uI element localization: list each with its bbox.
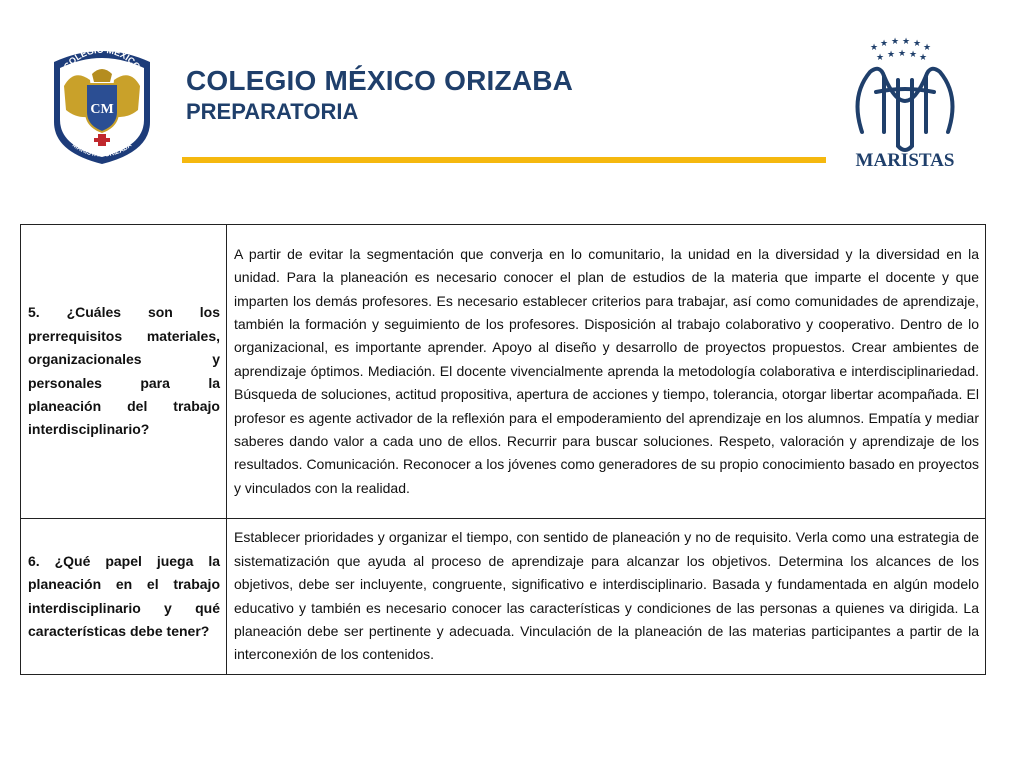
- svg-text:★: ★: [898, 49, 907, 59]
- svg-text:★: ★: [887, 50, 896, 60]
- answer-cell: Establecer prioridades y organizar el tiempo, con sentido de planeación y no de requisito. Verla como una estrategia de sistematización que ayuda al proceso de aprendizaje para alcanzar los objetivos. Determina los alcances de los objetivos, debe ser incluyente, congruente, significativo e interdisciplinario. Basada y fundamentada en algún modelo educativo y también es necesario conocer las características y condiciones de las personas a quienes va dirigida. La planeación debe ser pertinente y adecuada. Vinculación de la planeación de las materias participantes a partir de la interconexión de los contenidos.: [227, 519, 986, 675]
- page-subtitle: PREPARATORIA: [186, 99, 359, 124]
- svg-text:★: ★: [909, 50, 918, 60]
- table-row: [21, 519, 986, 675]
- answer-cell: A partir de evitar la segmentación que converja en lo comunitario, la unidad en la diversidad y la diversidad en la unidad. Para la planeación es necesario conocer el plan de estudios de la materia que imparte el docente y que imparten los demás profesores. Es necesario establecer criterios para trabajar, así como comunidades de aprendizaje, también la formación y seguimiento de los profesores. Disposición al trabajo colaborativo y cooperativo. Dentro de lo organizacional, es importante aprender. Apoyo al diseño y desarrollo de proyectos propuestos. Crear ambientes de aprendizaje óptimos. Mediación. El docente vivencialmente aprenda la metodología colaborativa e interdisciplinariedad. Búsqueda de soluciones, actitud propositiva, apertura de acciones y tiempo, tolerancia, otorgar libertar acompañada. El profesor es agente activador de la reflexión para el empoderamiento del aprendizaje en los alumnos. Empatía y mediar saberes dando valor a cada uno de ellos. Recurrir para buscar soluciones. Respeto, valoración y aprendizaje de los resultados. Comunicación. Reconocer a los jóvenes como generadores de su propio conocimiento basado en proyectos y vinculados con la realidad.: [227, 225, 986, 519]
- question-cell: 6. ¿Qué papel juega la planeación en el trabajo interdisciplinario y qué características debe tener?: [21, 519, 227, 675]
- table-row: [21, 225, 986, 519]
- crest-top-text: COLEGIO MEXICO: [61, 44, 143, 72]
- svg-text:★: ★: [902, 37, 911, 47]
- page-title: COLEGIO MÉXICO ORIZABA: [186, 65, 574, 96]
- qa-table: [20, 224, 986, 675]
- maristas-wordmark: MARISTAS: [855, 150, 955, 171]
- svg-text:★: ★: [913, 39, 922, 49]
- gold-divider: [182, 157, 826, 163]
- svg-text:★: ★: [876, 53, 885, 63]
- svg-text:★: ★: [870, 43, 879, 53]
- svg-text:★: ★: [880, 39, 889, 49]
- question-cell: 5. ¿Cuáles son los prerrequisitos materiales, organizacionales y personales para la planeación del trabajo interdisciplinario?: [21, 225, 227, 519]
- svg-text:★: ★: [923, 43, 932, 53]
- colegio-mexico-crest-logo: [44, 40, 160, 166]
- maristas-logo: [840, 36, 970, 176]
- crest-monogram: CM: [90, 102, 114, 117]
- svg-text:★: ★: [891, 37, 900, 47]
- crest-bottom-text: MARISTAS ORIZABA: [70, 141, 134, 159]
- svg-text:★: ★: [919, 53, 928, 63]
